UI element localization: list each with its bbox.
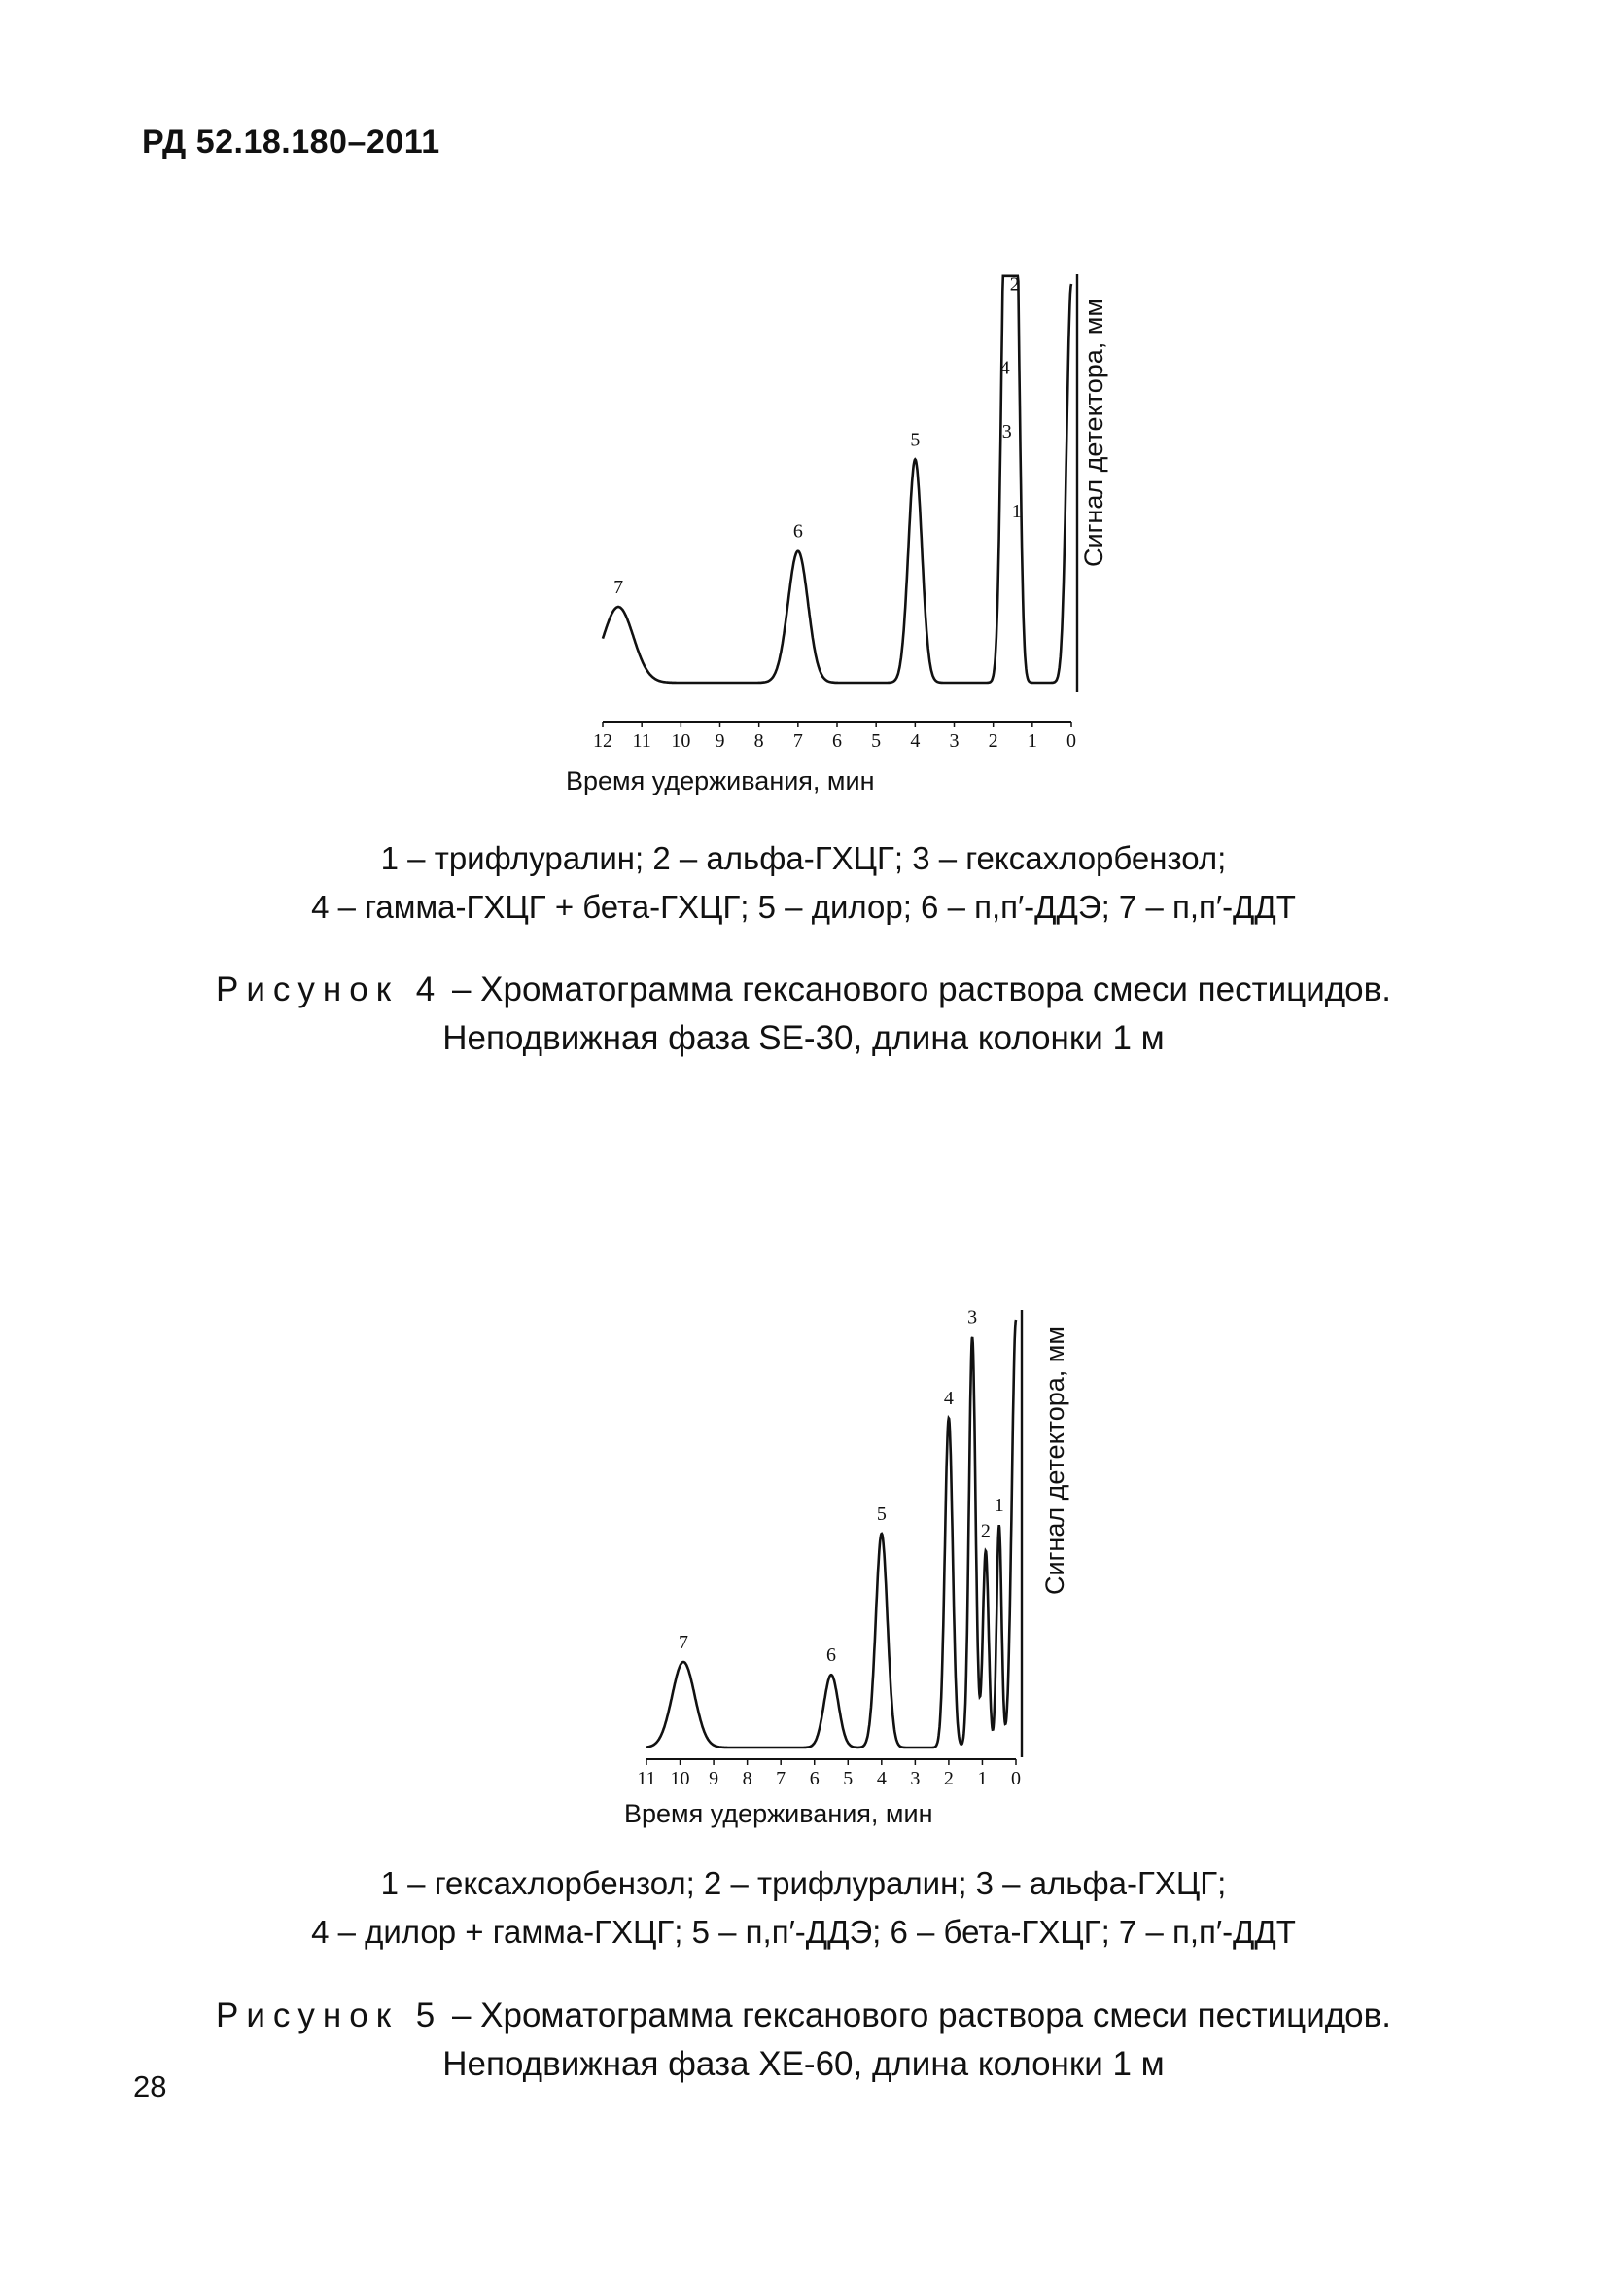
figure-4-x-tick-label: 1: [1027, 730, 1037, 752]
figure-5-caption: [0, 1992, 1607, 2089]
figure-4-x-tick-label: 2: [988, 730, 998, 752]
figure-4-x-axis-label: Время удерживания, мин: [566, 766, 875, 795]
figure-5-peak-label-4: 4: [943, 1388, 954, 1410]
figure-4-x-tick-label: 12: [593, 730, 612, 752]
figure-5-legend-line-1: 1 – гексахлорбензол; 2 – трифлуралин; 3 – альфа-ГХЦГ;: [380, 1865, 1227, 1901]
figure-5-x-tick-label: 6: [809, 1768, 820, 1789]
figure-5-legend: [0, 1859, 1607, 1957]
figure-4-peak-label-4: 4: [999, 357, 1010, 379]
figure-4-x-tick-label: 11: [632, 730, 651, 752]
figure-4-peak-label-2: 2: [1009, 273, 1020, 296]
figure-5-plot: [608, 1261, 1074, 1796]
figure-4-signal-line: [603, 273, 1071, 683]
figure-5-x-tick-label: 5: [843, 1768, 854, 1789]
figure-5-caption-phase: Неподвижная фаза XE-60, длина колонки 1 м: [442, 2045, 1165, 2083]
figure-4-legend: [0, 834, 1607, 932]
figure-5-caption-number: Рисунок 5: [216, 1996, 443, 2034]
figure-5-x-tick-label: 3: [910, 1768, 921, 1789]
figure-5-x-tick-label: 10: [670, 1768, 690, 1789]
figure-4-x-tick-label: 8: [753, 730, 764, 752]
figure-5-x-axis-label: Время удерживания, мин: [624, 1799, 933, 1828]
figure-5-x-tick-label: 4: [876, 1768, 887, 1789]
figure-5-x-tick-label: 9: [709, 1768, 719, 1789]
figure-4-x-tick-label: 0: [1066, 730, 1076, 752]
figure-4-peak-label-5: 5: [910, 429, 921, 451]
figure-5-y-axis-label: Сигнал детектора, мм: [1040, 1326, 1069, 1595]
figure-5-x-tick-label: 8: [742, 1768, 752, 1789]
figure-5-legend-line-2: 4 – дилор + гамма-ГХЦГ; 5 – п,п′-ДДЭ; 6 – бета-ГХЦГ; 7 – п,п′-ДДТ: [311, 1914, 1296, 1950]
figure-5-x-tick-label: 2: [943, 1768, 954, 1789]
figure-5-peak-label-2: 2: [980, 1520, 991, 1542]
figure-4-x-tick-label: 9: [715, 730, 725, 752]
figure-5-x-tick-label: 0: [1011, 1768, 1021, 1789]
figure-4-x-tick-label: 4: [910, 730, 921, 752]
figure-4-legend-line-1: 1 – трифлуралин; 2 – альфа-ГХЦГ; 3 – гексахлорбензол;: [380, 840, 1227, 876]
figure-4-plot: [554, 255, 1099, 752]
figure-4-peak-label-1: 1: [1011, 501, 1022, 523]
figure-4-y-axis-label: Сигнал детектора, мм: [1079, 299, 1108, 567]
figure-4-x-tick-label: 5: [871, 730, 882, 752]
figure-4-x-tick-label: 6: [832, 730, 842, 752]
figure-5-caption-title: – Хроматограмма гексанового раствора смеси пестицидов.: [451, 1996, 1391, 2034]
figure-5-peak-label-6: 6: [826, 1644, 836, 1667]
figure-4-legend-line-2: 4 – гамма-ГХЦГ + бета-ГХЦГ; 5 – дилор; 6 – п,п′-ДДЭ; 7 – п,п′-ДДТ: [311, 889, 1296, 925]
figure-4-peak-label-6: 6: [792, 520, 803, 543]
figure-5-x-tick-label: 11: [637, 1768, 656, 1789]
figure-5-peak-label-5: 5: [876, 1503, 887, 1525]
figure-5-x-tick-label: 7: [776, 1768, 786, 1789]
figure-4-x-tick-label: 10: [671, 730, 691, 752]
figure-4-caption-phase: Неподвижная фаза SE-30, длина колонки 1 м: [442, 1019, 1165, 1057]
figure-4-caption: [0, 966, 1607, 1063]
page-number: 28: [133, 2069, 167, 2103]
figure-5-peak-label-7: 7: [679, 1632, 688, 1653]
figure-5-x-tick-label: 1: [977, 1768, 988, 1789]
figure-5-peak-label-1: 1: [994, 1495, 1004, 1517]
figure-4-x-tick-label: 7: [792, 730, 803, 752]
figure-4-peak-label-7: 7: [613, 577, 624, 599]
figure-5-chromatogram: [608, 1261, 1074, 1796]
figure-5-peak-label-3: 3: [967, 1306, 978, 1328]
figure-4-peak-label-3: 3: [1001, 421, 1012, 443]
figure-4-caption-title: – Хроматограмма гексанового раствора смеси пестицидов.: [451, 971, 1391, 1008]
figure-4-caption-number: Рисунок 4: [216, 971, 443, 1008]
figure-4-chromatogram: [554, 255, 1099, 752]
figure-5-signal-line: [646, 1320, 1016, 1748]
figure-4-x-tick-label: 3: [949, 730, 960, 752]
document-code: РД 52.18.180–2011: [142, 124, 440, 160]
